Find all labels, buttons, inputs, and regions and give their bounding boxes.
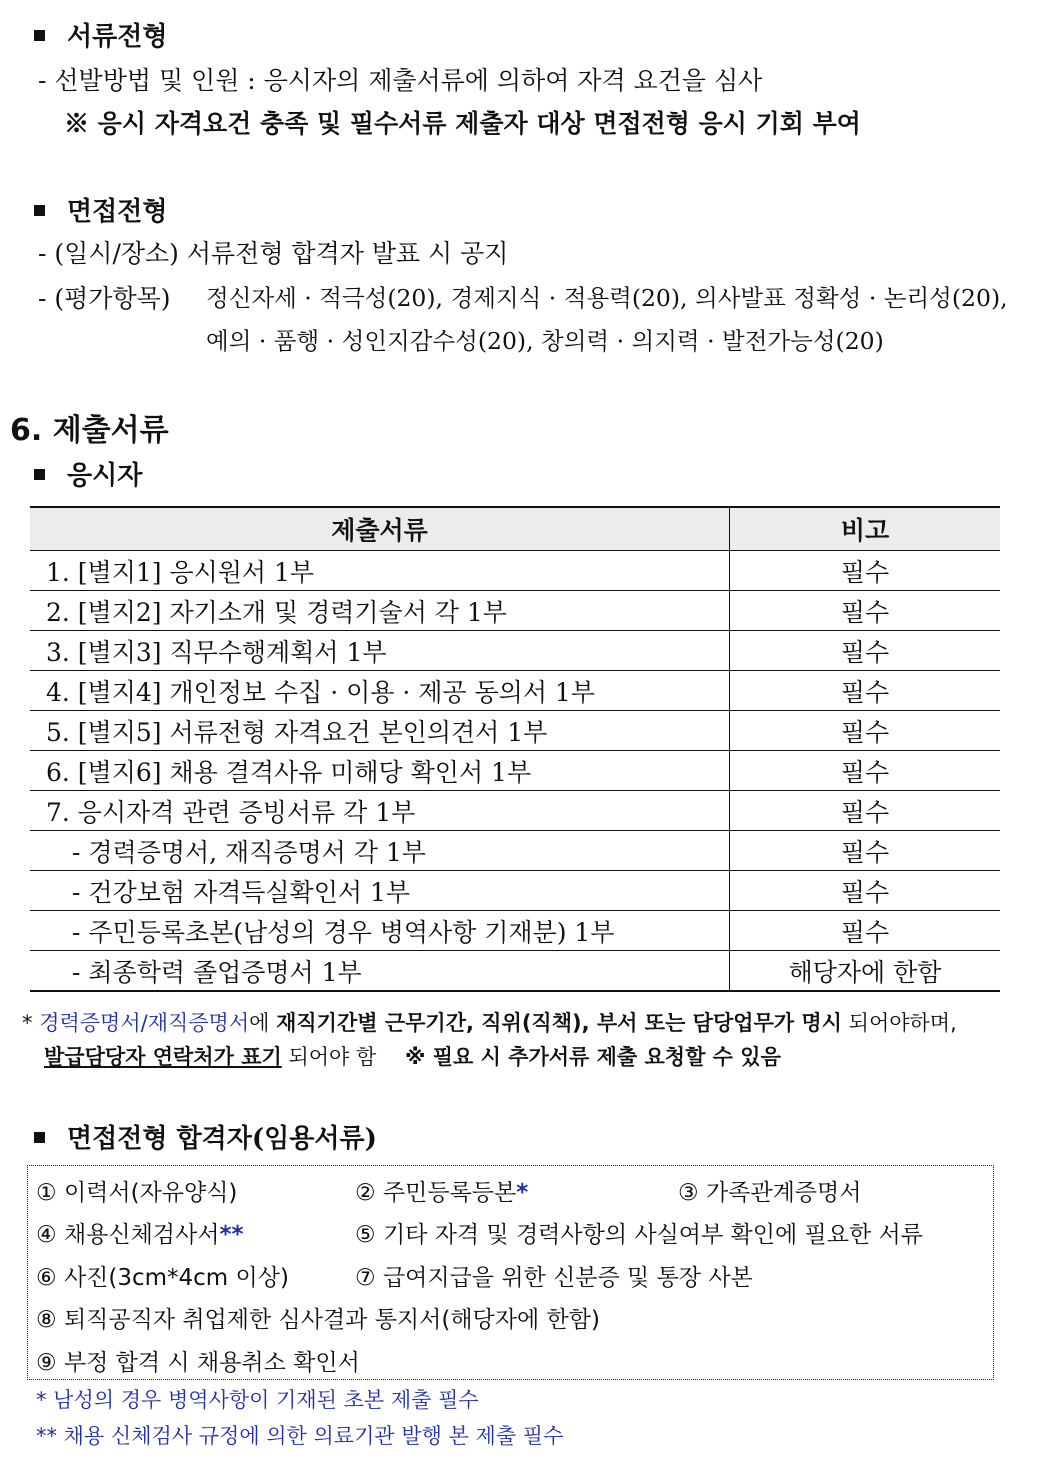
header-documents: 제출서류: [30, 507, 730, 551]
appointment-item: ⑥ 사진(3cm*4cm 이상): [36, 1265, 289, 1291]
doc-subitem-cell: - 경력증명서, 재직증명서 각 1부: [30, 831, 730, 871]
remark-cell: 필수: [730, 791, 1001, 831]
doc-subitem-cell: - 최종학력 졸업증명서 1부: [30, 951, 730, 992]
doc-cell: 6. [별지6] 채용 결격사유 미해당 확인서 1부: [30, 751, 730, 791]
asterisk-mark: **: [219, 1222, 244, 1248]
header-remarks: 비고: [730, 507, 1001, 551]
table-row: [30, 591, 1000, 631]
appointment-item: ① 이력서(자유양식): [36, 1180, 238, 1206]
doc-cell: 4. [별지4] 개인정보 수집 · 이용 · 제공 동의서 1부: [30, 671, 730, 711]
table-row: [30, 791, 1000, 831]
table-header-row: [30, 507, 1000, 551]
interview-criteria-line1: 정신자세 · 적극성(20), 경제지식 · 적용력(20), 의사발표 정확성 · 논리성(20),: [206, 284, 1008, 312]
remark-cell: 필수: [730, 831, 1001, 871]
interview-criteria-line2: 예의 · 품행 · 성인지감수성(20), 창의력 · 의지력 · 발전가능성(20): [206, 327, 884, 355]
footnote-cert-names: 경력증명서/재직증명서: [39, 1011, 250, 1035]
remark-cell: 필수: [730, 551, 1001, 591]
doc-cell: 1. [별지1] 응시원서 1부: [30, 551, 730, 591]
appointment-item: ⑦ 급여지급을 위한 신분증 및 통장 사본: [355, 1265, 753, 1291]
bullet-square-icon: [34, 1132, 45, 1143]
doc-subitem-cell: - 건강보험 자격득실확인서 1부: [30, 871, 730, 911]
appointment-item: ⑤ 기타 자격 및 경력사항의 사실여부 확인에 필요한 서류: [355, 1222, 923, 1248]
bullet-square-icon: [34, 30, 45, 41]
table-row: [30, 911, 1000, 951]
remark-cell: 필수: [730, 631, 1001, 671]
appointment-heading: 면접전형 합격자(임용서류): [34, 1118, 377, 1155]
bullet-square-icon: [34, 205, 45, 216]
doc-cell: 2. [별지2] 자기소개 및 경력기술서 각 1부: [30, 591, 730, 631]
table-row: [30, 671, 1000, 711]
doc-cell: 3. [별지3] 직무수행계획서 1부: [30, 631, 730, 671]
remark-cell: 필수: [730, 911, 1001, 951]
screening-method-line: - 선발방법 및 인원 : 응시자의 제출서류에 의하여 자격 요건을 심사: [38, 66, 763, 95]
screening-heading: 서류전형: [34, 16, 167, 53]
remark-cell: 필수: [730, 871, 1001, 911]
footnote-requirement: 재직기간별 근무기간, 직위(직책), 부서 또는 담당업무가 명시: [276, 1011, 842, 1035]
doc-cell: 5. [별지5] 서류전형 자격요건 본인의견서 1부: [30, 711, 730, 751]
section-6-title: 6. 제출서류: [10, 413, 169, 448]
footnote-text: 에: [249, 1011, 277, 1035]
table-row: [30, 711, 1000, 751]
footnote-text: 되어야 함: [281, 1045, 377, 1069]
appointment-item: ③ 가족관계증명서: [678, 1180, 862, 1206]
table-row: [30, 551, 1000, 591]
screening-note-line: ※ 응시 자격요건 충족 및 필수서류 제출자 대상 면접전형 응시 기회 부여: [64, 109, 861, 138]
footnote-star: *: [22, 1011, 33, 1035]
table-row: [30, 831, 1000, 871]
interview-schedule-line: - (일시/장소) 서류전형 합격자 발표 시 공지: [38, 239, 509, 268]
footnote-text: 되어야하며,: [841, 1011, 957, 1035]
doc-subitem-cell: - 주민등록초본(남성의 경우 병역사항 기재분) 1부: [30, 911, 730, 951]
appointment-item: ④ 채용신체검사서**: [36, 1222, 244, 1248]
applicant-heading: 응시자: [34, 455, 142, 492]
table-row: [30, 871, 1000, 911]
table-row: [30, 751, 1000, 791]
interview-criteria-label: - (평가항목): [38, 284, 171, 313]
appointment-item: ⑨ 부정 합격 시 채용취소 확인서: [36, 1350, 360, 1376]
footnote-line2: [44, 1041, 781, 1071]
footnote-additional-note: ※ 필요 시 추가서류 제출 요청할 수 있음: [404, 1045, 781, 1069]
footnote-contact-requirement: 발급담당자 연락처가 표기: [44, 1045, 282, 1069]
appointment-item: ⑧ 퇴직공직자 취업제한 심사결과 통지서(해당자에 한함): [36, 1307, 600, 1333]
doc-cell: 7. 응시자격 관련 증빙서류 각 1부: [30, 791, 730, 831]
table-row: [30, 951, 1000, 992]
remark-cell: 필수: [730, 711, 1001, 751]
remark-cell: 필수: [730, 671, 1001, 711]
interview-heading: 면접전형: [34, 191, 167, 228]
remark-cell: 필수: [730, 591, 1001, 631]
bullet-square-icon: [34, 469, 45, 480]
footnote-line1: [22, 1007, 957, 1037]
table-row: [30, 631, 1000, 671]
submission-documents-table: [30, 506, 1000, 992]
appointment-note-1: * 남성의 경우 병역사항이 기재된 초본 제출 필수: [36, 1388, 479, 1412]
appointment-item: ② 주민등록등본*: [355, 1180, 529, 1206]
appointment-note-2: ** 채용 신체검사 규정에 의한 의료기관 발행 본 제출 필수: [36, 1424, 564, 1448]
asterisk-mark: *: [516, 1180, 529, 1206]
remark-cell: 해당자에 한함: [730, 951, 1001, 992]
remark-cell: 필수: [730, 751, 1001, 791]
